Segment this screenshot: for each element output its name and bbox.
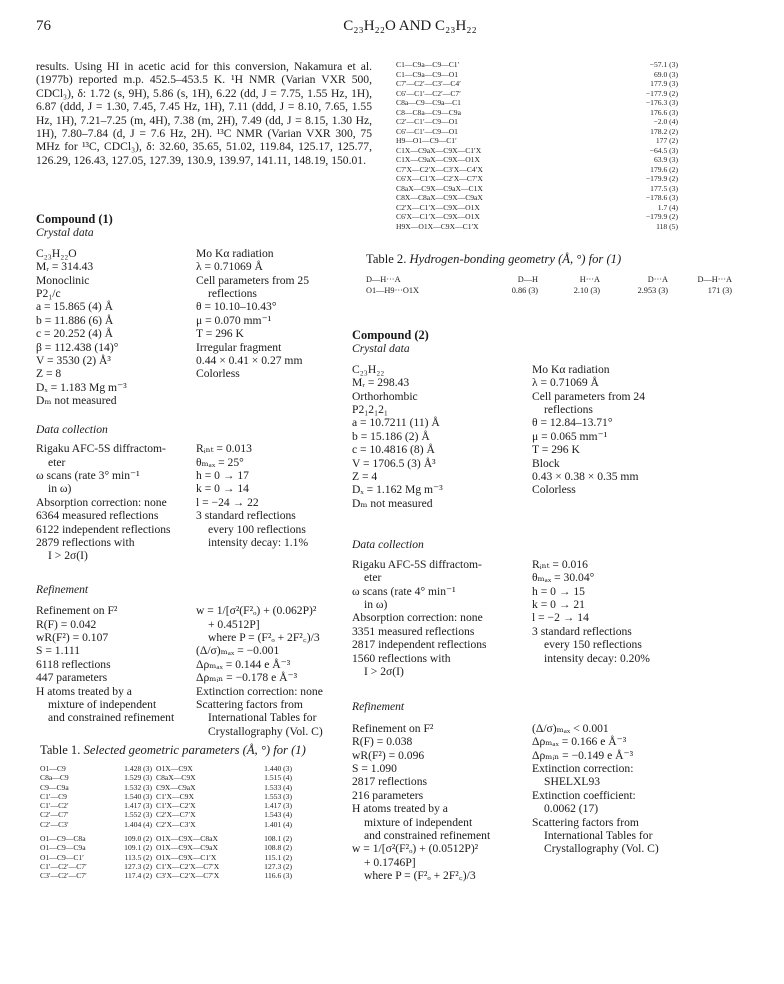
compound2-collection-heading: Data collection [352, 538, 424, 552]
compound1-section [36, 213, 376, 738]
compound2-collection-left [352, 558, 532, 679]
torsion-label: C6′X—C1′X—C2′X—C7′X [396, 174, 483, 183]
parameter-value: 1.553 (3) [264, 791, 292, 801]
table2-table [366, 275, 736, 296]
compound2-refinement-line: where P = (F²ₒ + 2F²꜀)/3 [364, 869, 476, 883]
table-row [396, 184, 682, 194]
compound1-collection-line: ω scans (rate 3° min⁻¹ [36, 468, 140, 482]
compound2-crystal-line: Z = 4 [352, 470, 378, 484]
compound2-crystal-line: C₂₃H₂₂ [352, 362, 385, 376]
table-row [396, 98, 682, 108]
compound1-crystal-line: μ = 0.070 mm⁻¹ [196, 313, 272, 327]
torsion-label: C7′—C2′—C3′—C4′ [396, 79, 461, 88]
parameter-value: 109.0 (2) [124, 834, 152, 844]
table-row [40, 773, 296, 782]
compound1-refinement-line: where P = (F²ₒ + 2F²꜀)/3 [208, 630, 320, 644]
table-row [40, 801, 296, 810]
compound1-crystal-line: C₂₃H₂₂O [36, 246, 77, 260]
parameter-label: C3′—C2′—C7′ [40, 871, 87, 881]
compound2-collection-line: h = 0 → 15 [532, 584, 585, 598]
parameter-label: O1X—C9X—C8aX [156, 834, 219, 844]
table-row [396, 193, 682, 203]
parameter-value: 127.3 (2) [264, 861, 292, 871]
parameter-label: C1′X—C2′X [156, 801, 196, 811]
parameter-value: 1.540 (3) [124, 791, 152, 801]
torsion-value: −64.5 (3) [649, 145, 678, 155]
parameter-label: C9X—C9aX [156, 782, 196, 792]
compound2-collection-line: I > 2σ(I) [364, 664, 404, 678]
compound2-refinement-data [352, 722, 764, 883]
parameter-value: 117.4 (2) [124, 871, 152, 881]
column-header: D—H···A [697, 275, 732, 284]
compound1-collection-line: h = 0 → 17 [196, 468, 249, 482]
parameter-label: C9—C9a [40, 782, 69, 792]
table2-title: Hydrogen-bonding geometry (Å, °) for (1) [409, 252, 622, 266]
table1-title: Selected geometric parameters (Å, °) for (1) [83, 743, 306, 757]
torsion-label: C7′X—C2′X—C3′X—C4′X [396, 164, 483, 174]
compound1-collection-line: every 100 reflections [208, 522, 306, 536]
compound2-refinement-line: Crystallography (Vol. C) [544, 842, 659, 856]
compound1-refinement-left [36, 604, 196, 738]
table1-torsions-block [396, 60, 682, 231]
parameter-value: 108.1 (2) [264, 834, 292, 844]
table1-label: Table 1. [40, 743, 81, 757]
torsion-value: −177.9 (2) [645, 88, 678, 98]
compound1-collection-line: l = −24 → 22 [196, 495, 259, 509]
parameter-label: O1—C9—C1′ [40, 852, 84, 862]
compound1-refinement-line: H atoms treated by a [36, 684, 132, 698]
compound2-collection-line: 3351 measured reflections [352, 624, 475, 638]
parameter-value: 1.417 (3) [124, 801, 152, 811]
compound1-collection-line: Rigaku AFC-5S diffractom- [36, 442, 166, 456]
compound1-refinement-data [36, 604, 376, 738]
compound2-collection-line: in ω) [364, 597, 388, 611]
table-row [396, 136, 682, 146]
running-head: C₂₃H₂₂O AND C₂₃H₂₂ [343, 18, 477, 34]
table-row [396, 70, 682, 80]
compound2-refinement-line: Scattering factors from [532, 815, 639, 829]
compound2-collection-line: 1560 reflections with [352, 651, 451, 665]
compound1-heading: Compound (1) [36, 212, 113, 226]
compound2-crystal-line: μ = 0.065 mm⁻¹ [532, 429, 608, 443]
compound1-collection-line: I > 2σ(I) [48, 549, 88, 563]
table-row [396, 146, 682, 156]
table-row [40, 862, 296, 871]
compound2-refinement-line: Δρₘᵢₙ = −0.149 e Å⁻³ [532, 748, 634, 762]
compound2-crystal-line: c = 10.4816 (8) Å [352, 443, 435, 457]
table-row [396, 203, 682, 213]
compound1-crystal-right [196, 247, 374, 408]
compound1-refinement-line: Δρₘₐₓ = 0.144 e Å⁻³ [196, 657, 291, 671]
compound2-collection-line: θₘₐₓ = 30.04° [532, 571, 595, 585]
compound2-crystal-line: b = 15.186 (2) Å [352, 429, 430, 443]
column-header: D—H [517, 275, 538, 284]
table-row [396, 222, 682, 232]
compound2-collection-line: Absorption correction: none [352, 611, 483, 625]
compound1-crystal-line: a = 15.865 (4) Å [36, 300, 114, 314]
parameter-label: C1′—C9 [40, 791, 67, 801]
compound2-refinement-line: SHELXL93 [544, 775, 601, 789]
compound1-crystal-line: Mᵣ = 314.43 [36, 260, 94, 274]
compound2-crystal-left [352, 363, 532, 510]
parameter-label: O1X—C9X—C9aX [156, 843, 219, 853]
torsion-value: 177.5 (3) [650, 183, 678, 193]
compound2-collection-line: eter [364, 571, 382, 585]
parameter-value: 1.529 (3) [124, 773, 152, 783]
column-header: H···A [579, 275, 600, 284]
compound2-crystal-data [352, 363, 764, 510]
torsion-value: 69.0 (3) [653, 69, 678, 79]
compound2-crystal-line: 0.43 × 0.38 × 0.35 mm [532, 470, 639, 484]
compound2-crystal-line: Block [532, 456, 560, 470]
table-row [40, 764, 296, 773]
parameter-label: C1′—C2′—C7′ [40, 861, 87, 871]
table-cell: 2.10 (3) [573, 285, 600, 295]
table-row [396, 117, 682, 127]
parameter-label: O1—C9—C9a [40, 843, 86, 853]
torsion-label: C6′X—C1′X—C9X—O1X [396, 212, 480, 221]
table2-caption [366, 252, 766, 267]
torsion-value: 63.9 (3) [653, 155, 678, 164]
compound1-crystal-line: T = 296 K [196, 327, 244, 341]
compound1-collection-right [196, 442, 374, 563]
compound2-collection-line: every 150 reflections [544, 638, 642, 652]
compound2-refinement-left [352, 722, 532, 883]
table-row [40, 783, 296, 792]
parameter-label: C3′X—C2′X—C7′X [156, 871, 220, 881]
parameter-label: O1X—C9X—C1′X [156, 852, 217, 862]
compound2-collection-line: 2817 independent reflections [352, 638, 487, 652]
parameter-label: C2′X—C7′X [156, 810, 196, 820]
table-row [396, 108, 682, 118]
compound2-heading: Compound (2) [352, 328, 429, 342]
torsion-value: 178.2 (2) [650, 126, 678, 136]
compound1-crystal-line: Mo Kα radiation [196, 246, 274, 260]
column-header: D···A [647, 275, 668, 284]
torsion-value: −57.1 (3) [649, 60, 678, 69]
table-row [396, 127, 682, 137]
torsion-value: −176.3 (3) [645, 98, 678, 107]
compound1-collection-line: k = 0 → 14 [196, 482, 249, 496]
compound1-refinement-line: R(F) = 0.042 [36, 617, 97, 631]
table-row [396, 60, 682, 70]
compound2-refinement-line: Δρₘₐₓ = 0.166 e Å⁻³ [532, 735, 627, 749]
torsion-value: −179.9 (2) [645, 212, 678, 221]
compound2-collection-line: ω scans (rate 4° min⁻¹ [352, 584, 456, 598]
compound1-refinement-line: Crystallography (Vol. C) [208, 724, 323, 738]
compound2-refinement-line: 2817 reflections [352, 775, 428, 789]
torsion-label: C8aX—C9X—C9aX—C1X [396, 183, 483, 193]
compound2-refinement-line: and constrained refinement [364, 829, 491, 842]
compound1-refinement-line: w = 1/[σ²(F²ₒ) + (0.062P)² [196, 604, 317, 618]
compound2-crystal-line: V = 1706.5 (3) Å³ [352, 456, 436, 470]
compound2-collection-data [352, 558, 764, 679]
table1-caption [40, 743, 370, 758]
parameter-label: C8a—C9 [40, 773, 69, 783]
table-row [396, 212, 682, 222]
table-row [40, 853, 296, 862]
compound1-crystal-line: c = 20.252 (4) Å [36, 327, 114, 341]
compound2-refinement-right [532, 722, 732, 883]
table-row [396, 165, 682, 175]
compound2-section [352, 329, 764, 883]
compound1-crystal-data [36, 247, 376, 408]
table-cell: 2.953 (3) [637, 285, 668, 295]
compound2-refinement-line: w = 1/[σ²(F²ₒ) + (0.0512P)² [352, 842, 479, 856]
compound2-crystal-line: T = 296 K [532, 443, 580, 457]
table-cell: 171 (3) [707, 285, 732, 295]
table-row [396, 79, 682, 89]
compound1-crystal-line: β = 112.438 (14)° [36, 340, 119, 354]
compound1-collection-line: θₘₐₓ = 25° [196, 455, 244, 469]
parameter-label: C2′—C7′ [40, 810, 69, 820]
parameter-value: 116.6 (3) [264, 871, 292, 881]
compound1-refinement-line: 6118 reflections [36, 657, 111, 671]
torsion-value: −2.0 (4) [653, 117, 678, 126]
torsion-value: 118 (5) [656, 221, 678, 231]
compound1-crystal-line: Cell parameters from 25 [196, 273, 309, 287]
parameter-label: C8aX—C9X [156, 773, 196, 783]
torsion-label: H9X—O1X—C9X—C1′X [396, 221, 479, 231]
parameter-value: 1.532 (3) [124, 782, 152, 792]
compound1-refinement-line: Scattering factors from [196, 698, 303, 711]
compound2-collection-line: l = −2 → 14 [532, 611, 589, 625]
torsion-value: 1.7 (4) [657, 202, 678, 212]
compound1-crystal-line: Dₘ not measured [36, 394, 117, 408]
torsion-label: C6′—C1′—C9—O1 [396, 126, 458, 136]
compound2-collection-line: Rᵢₙₜ = 0.016 [532, 557, 588, 571]
table-header-row [366, 275, 736, 286]
torsion-label: C8—C8a—C9—C9a [396, 107, 461, 117]
parameter-value: 1.543 (4) [264, 810, 292, 820]
parameter-value: 1.404 (4) [124, 819, 152, 829]
table-row [396, 155, 682, 165]
compound1-collection-heading: Data collection [36, 422, 108, 436]
compound1-refinement-heading: Refinement [36, 582, 89, 596]
compound1-refinement-line: wR(F²) = 0.107 [36, 630, 109, 644]
table-row [40, 871, 296, 880]
compound1-refinement-line: Extinction correction: none [196, 684, 323, 698]
table-row [396, 89, 682, 99]
table2-label: Table 2. [366, 252, 407, 266]
torsion-value: 177 (2) [655, 136, 678, 145]
compound2-refinement-heading: Refinement [352, 700, 405, 714]
parameter-label: C1′—C2′ [40, 801, 69, 811]
table-row [40, 792, 296, 801]
parameter-value: 115.1 (2) [264, 852, 292, 862]
compound1-refinement-line: International Tables for [208, 711, 317, 725]
parameter-value: 127.3 (2) [124, 861, 152, 871]
parameter-label: C2′—C3′ [40, 819, 69, 829]
compound1-refinement-line: Δρₘᵢₙ = −0.178 e Å⁻³ [196, 671, 298, 685]
torsion-label: H9—O1—C9—C1′ [396, 136, 457, 145]
compound2-crystal-line: λ = 0.71069 Å [532, 376, 599, 390]
compound1-crystal-line: Z = 8 [36, 367, 62, 381]
compound2-crystal-line: Mᵣ = 298.43 [352, 376, 410, 390]
compound2-refinement-line: 0.0062 (17) [544, 802, 599, 816]
parameter-value: 109.1 (2) [124, 843, 152, 853]
compound2-collection-line: 3 standard reflections [532, 624, 632, 638]
table-cell: O1—H9···O1X [366, 285, 419, 295]
compound1-crystal-line: reflections [208, 287, 257, 301]
compound1-crystal-line: λ = 0.71069 Å [196, 260, 263, 274]
torsion-label: C1—C9a—C9—O1 [396, 69, 459, 79]
compound1-refinement-line: + 0.4512P] [208, 617, 260, 631]
parameter-value: 1.428 (3) [124, 764, 152, 773]
compound2-crystal-line: a = 10.7211 (11) Å [352, 416, 440, 430]
table1-grid [40, 764, 296, 881]
torsion-label: C2′—C1′—C9—O1 [396, 117, 458, 126]
compound1-refinement-line: S = 1.111 [36, 644, 81, 658]
table1-angles [40, 834, 296, 880]
parameter-label: C2′X—C3′X [156, 819, 196, 829]
compound2-crystal-line: reflections [544, 403, 593, 417]
compound2-refinement-line: 216 parameters [352, 788, 424, 802]
table1-torsions [396, 60, 682, 231]
compound2-crystal-line: Mo Kα radiation [532, 362, 610, 376]
compound1-crystal-line: Monoclinic [36, 273, 90, 287]
compound2-collection-right [532, 558, 732, 679]
compound1-crystal-line: θ = 10.10–10.43° [196, 300, 277, 314]
torsion-value: 176.6 (3) [650, 107, 678, 117]
compound1-crystal-line: V = 3530 (2) Å³ [36, 354, 111, 368]
torsion-label: C1—C9a—C9—C1′ [396, 60, 460, 69]
compound1-collection-line: Absorption correction: none [36, 495, 167, 509]
parameter-label: O1X—C9X [156, 764, 193, 773]
compound1-collection-data [36, 442, 376, 563]
parameter-value: 1.440 (3) [264, 764, 292, 773]
table-row [40, 810, 296, 819]
compound1-crystal-line: Dₓ = 1.183 Mg m⁻³ [36, 380, 127, 394]
compound2-crystal-line: Dₓ = 1.162 Mg m⁻³ [352, 483, 443, 497]
compound2-crystal-line: P2₁2₁2₁ [352, 403, 388, 417]
intro-paragraph: results. Using HI in acetic acid for this conversion, Nakamura et al. (1977b) reported m.p. 452.5–453.5 K. ¹H NMR (Varian VXR 500, CDCl₃), δ: 1.72 (s, 9H), 5.86 (s, 1H), 6.22 (dd, J = 7.75, 1.55 Hz, 1H), 6.87 (ddd, J = 1.30, 7.45, 7.45 Hz, 1H), 7.11 (ddd, J = 8.10, 7.65, 1.55 Hz, 1H), 7.21–7.25 (m, 4H), 7.38 (m, 2H), 7.49 (dd, J = 8.15, 1.30 Hz, 1H), 7.80–7.84 (d, J = 7.6 Hz, 2H). ¹³C NMR (Varian VXR 300, 75 MHz for ¹³C, CDCl₃), δ: 32.60, 35.65, 51.02, 119.84, 125.17, 125.77, 126.29, 126.43, 127.05, 127.39, 130.9, 139.97, 141.11, 148.19, 150.01. [36, 60, 372, 167]
compound1-crystal-left [36, 247, 196, 408]
compound1-collection-line: 6364 measured reflections [36, 509, 159, 523]
compound2-collection-line: intensity decay: 0.20% [544, 651, 650, 665]
parameter-value: 113.5 (2) [124, 852, 152, 862]
parameter-value: 1.401 (4) [264, 819, 292, 829]
compound1-collection-line: 2879 reflections with [36, 535, 135, 549]
table-row [40, 820, 296, 829]
table-row [40, 843, 296, 852]
compound2-crystal-right [532, 363, 732, 510]
compound2-crystal-line: Orthorhombic [352, 389, 418, 403]
compound1-collection-line: Rᵢₙₜ = 0.013 [196, 442, 252, 456]
compound1-crystal-line: Colorless [196, 367, 240, 381]
compound2-refinement-line: S = 1.090 [352, 761, 397, 775]
parameter-value: 1.417 (3) [264, 801, 292, 811]
parameter-value: 108.8 (2) [264, 843, 292, 853]
compound1-collection-line: eter [48, 455, 66, 469]
compound2-refinement-line: Refinement on F² [352, 721, 434, 735]
compound1-refinement-right [196, 604, 374, 738]
torsion-label: C8a—C9—C9a—C1 [396, 98, 461, 107]
table1-bonds [40, 764, 296, 829]
parameter-value: 1.552 (3) [124, 810, 152, 820]
table-cell: 0.86 (3) [511, 285, 538, 295]
compound1-crystal-line: Irregular fragment [196, 340, 282, 354]
torsion-value: 179.6 (2) [650, 164, 678, 174]
torsion-label: C1X—C9aX—C9X—C1′X [396, 145, 482, 155]
compound1-crystal-line: 0.44 × 0.41 × 0.27 mm [196, 354, 303, 368]
compound1-collection-line: 6122 independent reflections [36, 522, 171, 536]
torsion-label: C2′X—C1′X—C9X—O1X [396, 202, 480, 212]
compound2-refinement-line: R(F) = 0.038 [352, 735, 413, 749]
compound2-refinement-line: H atoms treated by a [352, 802, 448, 816]
compound2-crystal-heading: Crystal data [352, 342, 410, 356]
parameter-label: O1—C9 [40, 764, 66, 773]
torsion-label: C1X—C9aX—C9X—O1X [396, 155, 480, 164]
compound1-refinement-line: Refinement on F² [36, 604, 118, 618]
compound2-refinement-line: mixture of independent [364, 815, 473, 829]
torsion-label: C6′—C1′—C2′—C7′ [396, 88, 461, 98]
compound1-crystal-heading: Crystal data [36, 226, 94, 240]
parameter-value: 1.515 (4) [264, 773, 292, 783]
compound2-crystal-line: Cell parameters from 24 [532, 389, 645, 403]
compound2-refinement-line: Extinction coefficient: [532, 788, 636, 802]
column-header: D—H···A [366, 275, 401, 284]
table-row [366, 286, 736, 297]
torsion-value: 177.9 (3) [650, 79, 678, 88]
torsion-value: −178.6 (3) [645, 193, 678, 202]
compound1-crystal-line: b = 11.886 (6) Å [36, 313, 114, 327]
compound2-crystal-line: θ = 12.84–13.71° [532, 416, 613, 430]
parameter-value: 1.533 (4) [264, 782, 292, 792]
table-row [396, 174, 682, 184]
compound1-collection-left [36, 442, 196, 563]
compound1-refinement-line: mixture of independent [48, 698, 157, 711]
compound1-refinement-line: 447 parameters [36, 671, 108, 685]
torsion-value: −179.9 (2) [645, 174, 678, 183]
parameter-label: C1′X—C2′X—C7′X [156, 861, 220, 871]
page-number: 76 [36, 18, 51, 34]
compound2-refinement-line: + 0.1746P] [364, 855, 416, 869]
compound1-crystal-line: P2₁/c [36, 287, 61, 301]
compound2-collection-line: Rigaku AFC-5S diffractom- [352, 557, 482, 571]
compound2-refinement-line: International Tables for [544, 829, 653, 842]
compound2-crystal-line: Colorless [532, 483, 576, 497]
compound2-crystal-line: Dₘ not measured [352, 496, 433, 510]
compound1-refinement-line: and constrained refinement [48, 711, 175, 725]
compound2-collection-line: k = 0 → 21 [532, 597, 585, 611]
compound1-collection-line: 3 standard reflections [196, 509, 296, 523]
compound2-refinement-line: Extinction correction: [532, 761, 634, 775]
compound2-refinement-line: (Δ/σ)ₘₐₓ < 0.001 [532, 721, 609, 735]
parameter-label: O1—C9—C8a [40, 834, 86, 844]
table-row [40, 834, 296, 843]
torsion-label: C8X—C8aX—C9X—C9aX [396, 193, 483, 202]
parameter-label: C1′X—C9X [156, 791, 194, 801]
compound2-refinement-line: wR(F²) = 0.096 [352, 748, 425, 762]
compound1-collection-line: in ω) [48, 482, 72, 496]
table2-grid [366, 275, 736, 296]
compound1-collection-line: intensity decay: 1.1% [208, 535, 309, 549]
compound1-refinement-line: (Δ/σ)ₘₐₓ = −0.001 [196, 644, 280, 658]
